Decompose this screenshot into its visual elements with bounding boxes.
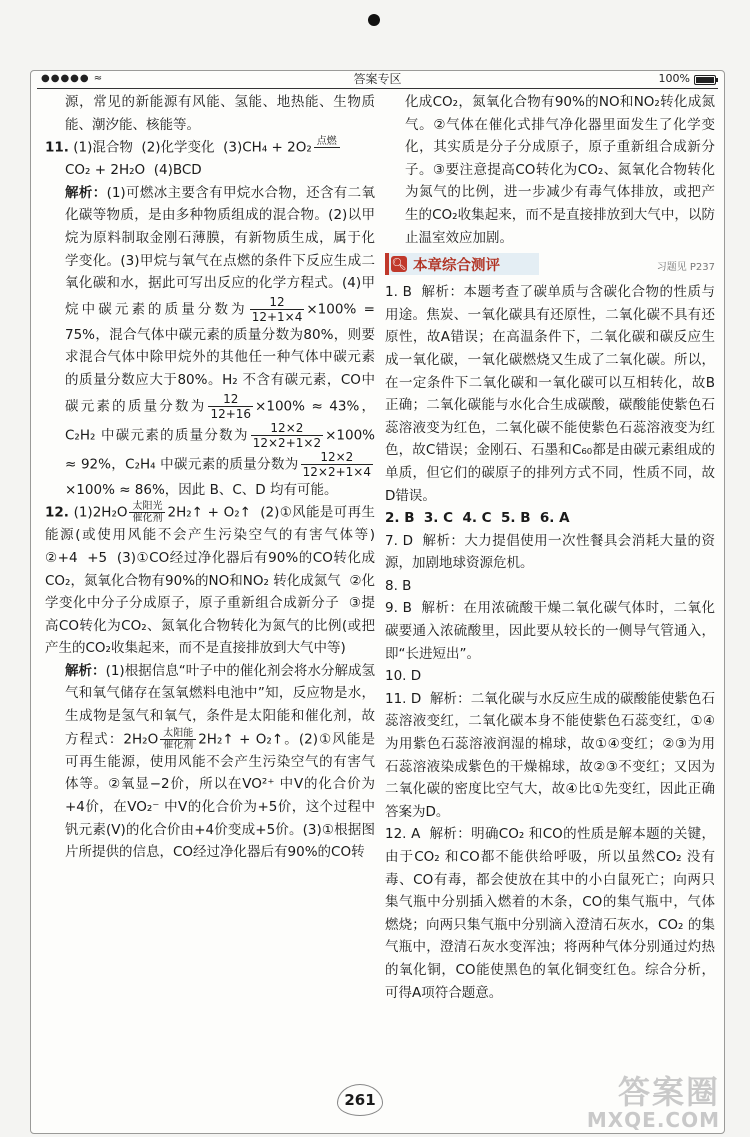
reaction-condition-sunlight: 太阳光 催化剂 — [129, 501, 165, 524]
fraction-c2h4: $\frac{12\times 2}{12\times 2+1\times 4}$ — [302, 449, 371, 479]
answer-11-part-b: CO₂ + 2H₂O (4)BCD — [65, 162, 202, 179]
reaction-condition-ignite: 点燃 — [314, 136, 340, 159]
answer-11-explanation: 解析：(1)可燃冰主要含有甲烷水合物，还含有二氧化碳等物质，是由多种物质组成的混合物。(2)以甲烷为原料制取金刚石薄膜，有新物质生成，属于化学变化。(3)甲烷与氧气在点燃的条件下反应生成二氧化碳和水，据此可写出反应的化学方程式。(4)甲烷中碳元素的质量分数为 $\frac{12}{12+1\times 4}$ ×100% = 75%，混合气体中碳元素的质量分数为80%，则要求混合气体中除甲烷外的其他任一种气体中碳元素的质量分数应大于80%。H₂ 不含有碳元素，CO中碳元素的质量分数为 $\frac{12}{12+16}$ ×100% ≈ 43%，C₂H₂ 中碳元素的质量分数为 $\frac{12\times 2}{12\times 2+1\times 2}$ ×100% ≈ 92%，C₂H₄ 中碳元素的质量分数为 $\frac{12\times 2}{12\times 2+1\times 4}$ ×100% ≈ 86%，因此 B、C、D 均有可能。 — [65, 184, 380, 498]
explanation-label: 解析： — [65, 184, 107, 201]
answer-11-number: 11. — [45, 139, 69, 156]
status-title: 答案专区 — [353, 72, 402, 86]
explanation-label: 解析： — [65, 662, 106, 679]
answer-12-number: 12. — [45, 504, 69, 521]
watermark-logo: 答案圈 MXQE.COM — [586, 1073, 720, 1132]
answer-12: 12. (1)2H₂O 太阳光 催化剂 2H₂↑ + O₂↑ (2)①风能是可再生能源(或使用风能不会产生污染空气的有害气体等) ②+4 +5 (3)①CO经过净化器后有90%的CO转化成CO₂，氮氧化合物有90%的NO和NO₂ 转化成氮气 ②化学变化中分子分成原子，原子重新组合成新分子 ③提高CO转化为CO₂、氮氧化合物转化为氮气的比例(或把产生的CO₂收集起来，而不是直接排放到大气中等) — [45, 501, 384, 657]
left-column — [45, 91, 384, 864]
reaction-condition-solar: 太阳能 催化剂 — [160, 728, 196, 751]
battery-icon — [694, 75, 716, 85]
right-column — [385, 91, 715, 1004]
page-number: 261 — [337, 1084, 383, 1116]
fraction-co: $\frac{12}{12+16}$ — [210, 391, 252, 421]
page — [30, 70, 725, 1134]
answer-11 — [45, 136, 375, 159]
test-answer-12: 12. A 解析：明确CO₂ 和CO的性质是解本题的关键，由于CO₂ 和CO都不能供给呼吸，所以虽然CO₂ 没有毒、CO有毒，都会使放在其中的小白鼠死亡；向两只集气瓶中分别插入燃着的木条，CO的集气瓶中，气体燃烧；向两只集气瓶中分别滴入澄清石灰水，CO₂ 的集气瓶中，澄清石灰水变浑浊；将两种气体分别通过灼热的氧化铜，CO能使黑色的氧化铜变红色。综合分析，可得A项符合题意。 — [385, 826, 715, 1001]
answer-12-explanation: 解析：(1)根据信息“叶子中的催化剂会将水分解成氢气和氧气储存在氢氧燃料电池中”知，反应物是水，生成物是氢气和氧气，条件是太阳能和催化剂，故方程式：2H₂O 太阳能 催化剂 2H₂↑ + O₂↑。(2)①风能是可再生能源，使用风能不会产生污染空气的有害气体等。②氧显−2价，所以在VO²⁺ 中V的化合价为+4价，在VO₂⁻ 中V的化合价为+5价，这个过程中钒元素(V)的化合价由+4价变成+5价。(3)①根据图片所提供的信息，CO经过净化器后有90%的CO转 — [65, 662, 376, 861]
magnifier-icon: 🔍︎ — [391, 257, 407, 272]
camera-dot — [368, 14, 380, 26]
signal-icon: ●●●●● ≈ — [41, 73, 104, 84]
section-exercise-ref: 习题见 P237 — [656, 262, 715, 274]
left-intro: 源，常见的新能源有风能、氢能、地热能、生物质能、潮汐能、核能等。 — [65, 94, 375, 133]
test-answers-2-6: 2. B 3. C 4. C 5. B 6. A — [385, 510, 570, 527]
battery-percent: 100% — [658, 72, 690, 85]
fraction-c2h2: $\frac{12\times 2}{12\times 2+1\times 2}$ — [252, 420, 322, 450]
test-answer-9: 9. B 解析：在用浓硫酸干燥二氧化碳气体时，二氧化碳要通入浓硫酸里，因此要从较长的一侧导气管通入，即“长进短出”。 — [385, 600, 715, 662]
right-continuation: 化成CO₂，氮氧化合物有90%的NO和NO₂转化成氮气。②气体在催化式排气净化器里面发生了化学变化，其实质是分子分成原子，原子重新组合成新分子。③要注意提高CO转化为CO₂、氮氧化合物转化为氮气的比例，进一步减少有毒气体排放，或把产生的CO₂收集起来，而不是直接排放到大气中，以防止温室效应加剧。 — [405, 94, 715, 246]
section-title: 本章综合测评 — [413, 258, 500, 275]
answer-11-part-a: (1)混合物 (2)化学变化 (3)CH₄ + 2O₂ — [73, 139, 312, 156]
top-rule — [37, 88, 718, 89]
status-bar — [31, 71, 724, 87]
test-answer-11: 11. D 解析：二氧化碳与水反应生成的碳酸能使紫色石蕊溶液变红，二氧化碳本身不能使紫色石蕊变红，①④为用紫色石蕊溶液润湿的棉球，故①④变红；②③为用石蕊溶液染成紫色的干燥棉球，故②③不变红；又因为二氧化碳的密度比空气大，故④比①先变红，因此正确答案为D。 — [385, 690, 715, 820]
test-answer-10: 10. D — [385, 668, 422, 685]
test-answer-7: 7. D 解析：大力提倡使用一次性餐具会消耗大量的资源，加剧地球资源危机。 — [385, 532, 715, 572]
section-header — [385, 251, 715, 277]
fraction-methane: $\frac{12}{12+1\times 4}$ — [251, 294, 303, 324]
test-answer-8: 8. B — [385, 577, 412, 594]
test-answer-1: 1. B 解析：本题考查了碳单质与含碳化合物的性质与用途。焦炭、一氧化碳具有还原性，二氧化碳不具有还原性，故A错误；在高温条件下，二氧化碳和碳反应生成一氧化碳，一氧化碳燃烧又生成了二氧化碳。所以，在一定条件下二氧化碳和一氧化碳可以互相转化，故B正确；二氧化碳能与水化合生成碳酸，碳酸能使紫色石蕊溶液变为红色，二氧化碳不能使紫色石蕊溶液变为红色，故C错误；金刚石、石墨和C₆₀都是由碳元素组成的单质，但它们的碳原子的排列方式不同，性质不同，故D错误。 — [385, 284, 715, 504]
